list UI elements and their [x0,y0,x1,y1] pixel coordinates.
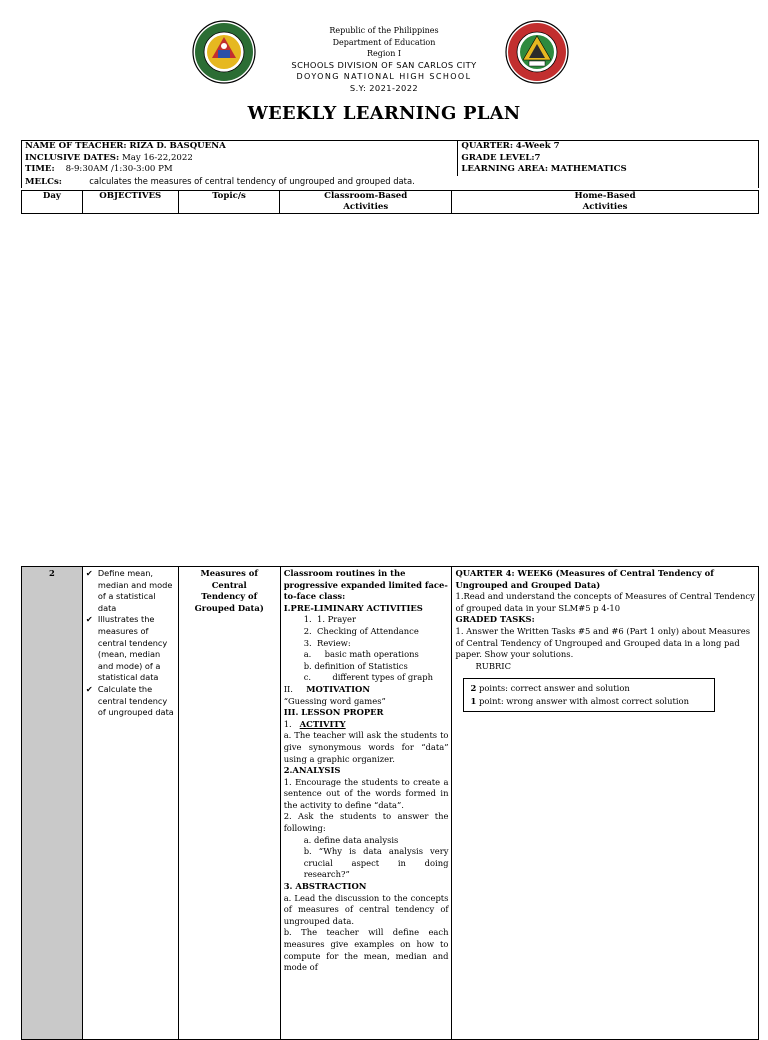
topic-text: Measures of Central Tendency of Grouped Data) [194,568,264,613]
col-classroom: Classroom-Based Activities [280,191,452,214]
letterhead-department: Department of Education [332,37,436,47]
letterhead-republic: Republic of the Philippines [329,26,439,35]
activity-text: a. The teacher will ask the students to give synonymous words for “data” using a graphic organizer. [283,730,449,764]
time-value: 8-9:30AM /1:30-3:00 PM [65,164,173,175]
analysis-2a: a. define data analysis [303,834,399,845]
letterhead [250,25,518,94]
analysis-1: 1. Encourage the students to create a sentence out of the words formed in the activity to define “data”. [283,776,449,810]
pre-item-attendance: 2. Checking of Attendance [303,625,419,636]
analysis-heading: 2.ANALYSIS [283,765,341,776]
rubric-line-2: 1 point: wrong answer with almost correct solution [470,696,689,707]
melcs-label: MELCs: [25,176,62,187]
table-row [22,567,759,1040]
list-item: ✔ Illustrates the measures of central tendency (mean, median and mode) of a statistical data [85,614,168,683]
grade-cell [458,153,759,165]
area-label: LEARNING AREA: [461,164,549,175]
abstraction-heading: 3. ABSTRACTION [283,881,367,892]
col-home: Home-Based Activities [452,191,759,214]
pre-item-prayer: 1. 1. Prayer [303,614,356,625]
area-cell [458,164,759,176]
list-item: ✔ Calculate the central tendency of ungrouped data [85,683,174,718]
column-header-row [21,190,759,214]
analysis-2: 2. Ask the students to answer the following: [283,811,449,834]
check-icon: ✔ [85,683,93,694]
topic-cell [178,567,280,1040]
info-table [21,140,759,188]
grade-label: GRADE LEVEL: [461,152,535,163]
letterhead-region: Region I [366,49,402,58]
col-day: Day [22,191,83,214]
quarter-value: 4-Week 7 [515,141,560,151]
page-title: WEEKLY LEARNING PLAN [247,103,521,124]
check-icon: ✔ [85,568,93,578]
home-read: 1.Read and understand the concepts of Measures of Central Tendency of grouped data in your SLM#5 p 4-10 [455,591,755,613]
division-seal-logo [192,20,256,84]
motivation-heading: II. MOTIVATION [283,683,370,694]
day-cell: 2 [22,567,83,1040]
activity-heading: 1. ACTIVITY [283,718,346,729]
motivation-text: “Guessing word games” [283,695,386,706]
quarter-label: QUARTER: [461,141,513,151]
review-b: b. definition of Statistics [303,660,408,671]
graded-tasks-heading: GRADED TASKS: [455,614,535,625]
rubric-box [463,678,715,712]
classroom-activities-cell [280,567,452,1040]
time-label: TIME: [25,164,55,175]
area-value: MATHEMATICS [550,164,627,175]
list-item: ✔ Define mean, median and mode of a statistical data [85,568,173,613]
review-c: c. different types of graph [303,672,433,683]
teacher-cell [22,141,458,153]
melcs-cell [22,176,759,189]
col-objectives: OBJECTIVES [82,191,178,214]
dates-label: INCLUSIVE DATES: [25,152,120,163]
abstraction-a: a. Lead the discussion to the concepts of measures of central tendency of ungrouped data. [283,892,449,926]
lesson-proper-heading: III. LESSON PROPER [283,707,384,718]
rubric-label: RUBRIC [475,660,512,671]
preliminary-heading: I.PRE-LIMINARY ACTIVITIES [283,602,423,613]
melcs-value: calculates the measures of central tendency of ungrouped and grouped data. [89,175,415,186]
home-activities-cell [452,567,759,1040]
plan-table [21,566,759,1040]
teacher-label: NAME OF TEACHER: [25,141,127,151]
routine-intro: Classroom routines in the progressive expanded limited face-to-face class: [283,568,448,602]
dates-cell [22,153,458,165]
review-a: a. basic math operations [303,649,419,660]
pre-item-review: 3. Review: [303,637,351,648]
abstraction-b: b. The teacher will define each measures give examples on how to compute for the mean, median and mode of [283,927,449,973]
check-icon: ✔ [85,614,93,625]
col-topics: Topic/s [178,191,280,214]
grade-value: 7 [534,152,541,163]
rubric-line-1: 2 points: correct answer and solution [470,683,630,694]
quarter-cell [458,141,759,153]
graded-task: 1. Answer the Written Tasks #5 and #6 (Part 1 only) about Measures of Central Tendency of Ungrouped and Grouped data in a long pad paper. Show your solutions. [455,625,750,660]
objectives-cell [82,567,178,1040]
letterhead-school: DOYONG NATIONAL HIGH SCHOOL [296,72,472,81]
home-heading: QUARTER 4: WEEK6 (Measures of Central Tendency of Ungrouped and Grouped Data) [455,568,714,590]
letterhead-division: SCHOOLS DIVISION OF SAN CARLOS CITY [291,59,477,70]
analysis-2b: b. “Why is data analysis very crucial aspect in doing research?” [303,846,449,880]
letterhead-school-year: S.Y: 2021-2022 [349,82,419,93]
dates-value: May 16-22,2022 [121,152,193,163]
teacher-value: RIZA D. BASQUEÑA [129,141,226,151]
time-cell [22,164,458,176]
